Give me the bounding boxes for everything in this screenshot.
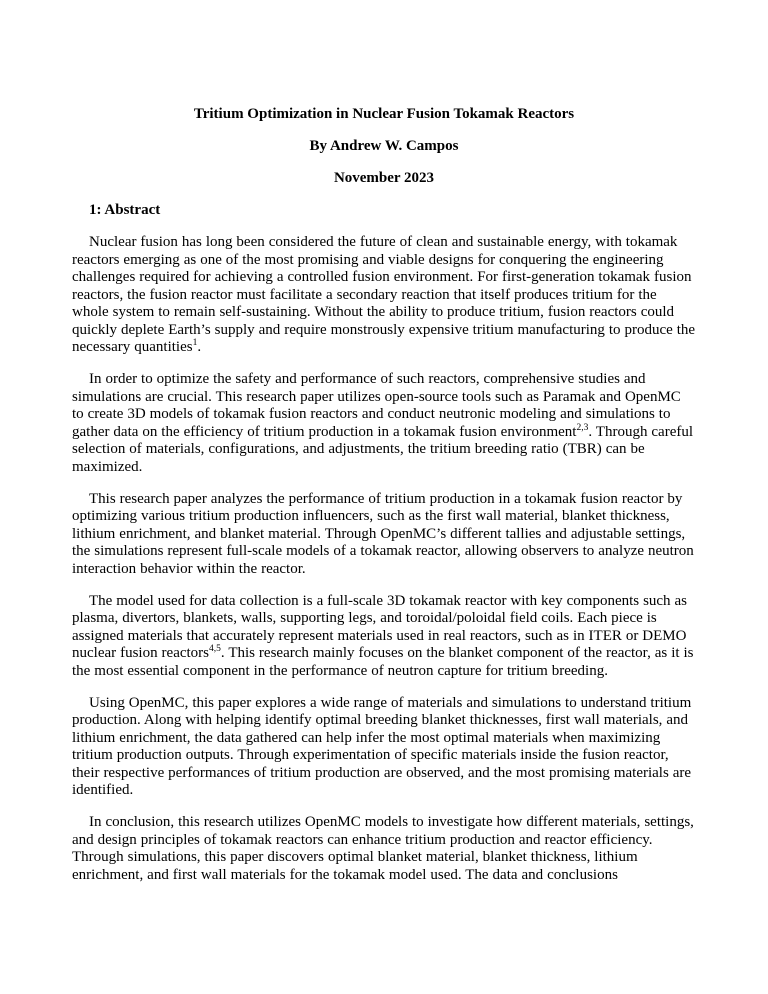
paragraph-text: Using OpenMC, this paper explores a wide range of materials and simulations to understand tritium production. Along with helping identify optimal breeding blanket thicknesses, first wall materials, and lithium enrichment, the data gathered can help infer the most optimal materials when maximizing tritium production outputs. Through experimentation of specific materials inside the fusion reactor, their respective performances of tritium production are observed, and the most promising materials are identified. [72, 694, 692, 798]
paper-byline: By Andrew W. Campos [309, 138, 459, 154]
paragraph-text-after: . This research mainly focuses on the blanket component of the reactor, as it is the most essential component in the performance of neutron capture for tritium breeding. [72, 645, 694, 679]
paragraph-text: Nuclear fusion has long been considered the future of clean and sustainable energy, with tokamak reactors emerging as one of the most promising and viable designs for conquering the engineering challenges required for achieving a controlled fusion environment. For first-generation tokamak fusion reactors, the fusion reactor must facilitate a secondary reaction that itself produces tritium for the whole system to remain self-sustaining. Without the ability to produce tritium, fusion reactors could quickly deplete Earth’s supply and require monstrously expensive tritium manufacturing to produce the necessary quantities [72, 234, 696, 355]
paper-title: Tritium Optimization in Nuclear Fusion Tokamak Reactors [193, 106, 575, 122]
abstract-paragraph-5 [72, 695, 696, 800]
paper-date: November 2023 [333, 170, 435, 186]
paragraph-text: The model used for data collection is a full-scale 3D tokamak reactor with key components such as plasma, divertors, blankets, walls, supporting legs, and toroidal/poloidal field coils. Each piece is assigned materials that accurately represent materials used in real reactors, such as in ITER or DEMO nuclear fusion reactors [72, 592, 688, 661]
footnote-superscript: 1 [192, 338, 198, 348]
abstract-paragraph-3 [72, 491, 696, 579]
paragraph-text: In conclusion, this research utilizes OpenMC models to investigate how different materials, settings, and design principles of tokamak reactors can enhance tritium production and reactor efficiency. Through simulations, this paper discovers optimal blanket material, blanket thickness, lithium enrichment, and first wall materials for the tokamak model used. The data and conclusions [72, 814, 694, 883]
paragraph-text-after: . Through careful selection of materials, configurations, and adjustments, the tritium breeding ratio (TBR) can be maximized. [72, 423, 694, 475]
abstract-paragraph-6 [72, 814, 696, 884]
abstract-paragraph-2 [72, 371, 696, 476]
footnote-superscript: 2,3 [576, 422, 589, 433]
section-heading-abstract: 1: Abstract [89, 202, 161, 218]
abstract-paragraph-1 [72, 234, 696, 357]
paragraph-text: This research paper analyzes the performance of tritium production in a tokamak fusion reactor by optimizing various tritium production influencers, such as the first wall material, blanket thickness, lithium enrichment, and blanket material. Through OpenMC’s different tallies and adjustable settings, the simulations represent full-scale models of a tokamak reactor, allowing observers to analyze neutron interaction behavior within the reactor. [72, 490, 694, 577]
footnote-superscript: 4,5 [209, 644, 221, 654]
paragraph-text-after: . [197, 339, 202, 355]
abstract-paragraph-4 [72, 593, 696, 681]
paragraph-text: In order to optimize the safety and performance of such reactors, comprehensive studies and simulations are crucial. This research paper utilizes open-source tools such as Paramak and OpenMC to create 3D models of tokamak fusion reactors and conduct neutronic modeling and simulations to gather data on the efficiency of tritium production in a tokamak fusion environment [72, 371, 681, 440]
